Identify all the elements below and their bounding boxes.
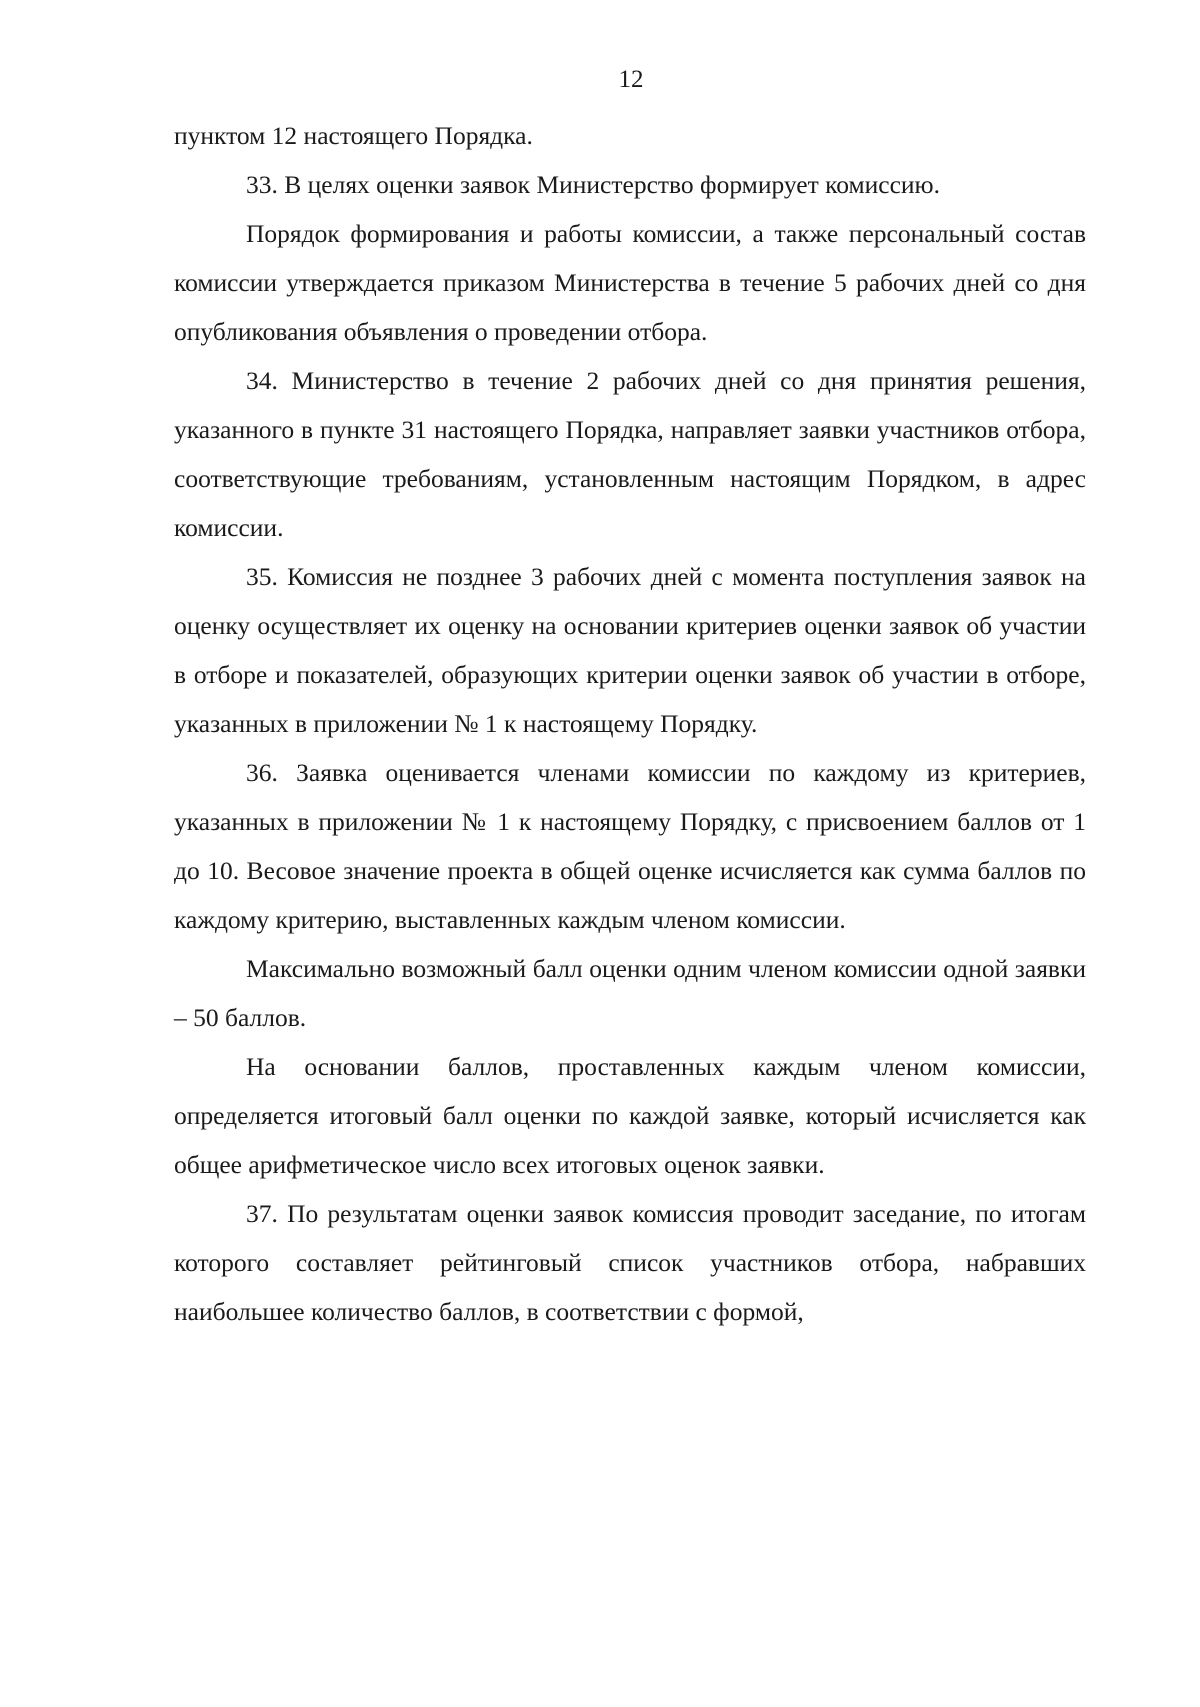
- paragraph-34: 34. Министерство в течение 2 рабочих дней со дня принятия решения, указанного в пункте 31 настоящего Порядка, направляет заявки участников отбора, соответствующие требованиям, установленным настоящим Порядком, в адрес комиссии.: [174, 366, 1086, 542]
- paragraph-commission-composition: Порядок формирования и работы комиссии, а также персональный состав комиссии утверждается приказом Министерства в течение 5 рабочих дней со дня опубликования объявления о проведении отбора.: [174, 219, 1086, 346]
- paragraph-35: 35. Комиссия не позднее 3 рабочих дней с момента поступления заявок на оценку осуществляет их оценку на основании критериев оценки заявок об участии в отборе и показателей, образующих критерии оценки заявок об участии в отборе, указанных в приложении № 1 к настоящему Порядку.: [174, 562, 1086, 738]
- document-body: [174, 111, 1086, 1336]
- paragraph-33: 33. В целях оценки заявок Министерство формирует комиссию.: [246, 170, 940, 199]
- paragraph-continuation: пунктом 12 настоящего Порядка.: [174, 121, 533, 150]
- paragraph-final-score: На основании баллов, проставленных каждым членом комиссии, определяется итоговый балл оценки по каждой заявке, который исчисляется как общее арифметическое число всех итоговых оценок заявки.: [174, 1052, 1086, 1179]
- paragraph-37: 37. По результатам оценки заявок комиссия проводит заседание, по итогам которого составляет рейтинговый список участников отбора, набравших наибольшее количество баллов, в соответствии с формой,: [174, 1199, 1086, 1326]
- paragraph-max-score: Максимально возможный балл оценки одним членом комиссии одной заявки – 50 баллов.: [174, 954, 1086, 1032]
- page-number: 12: [618, 66, 644, 93]
- paragraph-36: 36. Заявка оценивается членами комиссии по каждому из критериев, указанных в приложении № 1 к настоящему Порядку, с присвоением баллов от 1 до 10. Весовое значение проекта в общей оценке исчисляется как сумма баллов по каждому критерию, выставленных каждым членом комиссии.: [174, 758, 1086, 934]
